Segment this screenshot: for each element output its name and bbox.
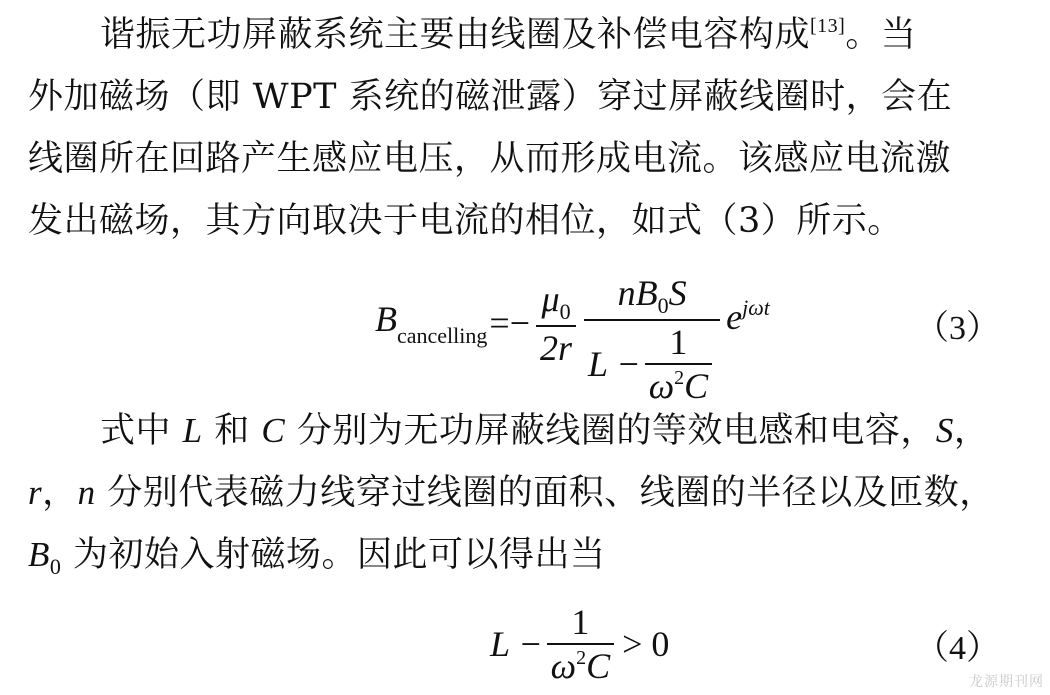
t: 分别为无功屏蔽线圈的等效电感和电容，	[285, 411, 936, 451]
paragraph-1-line-3: 线圈所在回路产生感应电压，从而形成电流。该感应电流激	[28, 139, 952, 179]
equation-number-3: （3）	[915, 310, 1000, 347]
L-minus: L −	[588, 343, 641, 384]
paragraph-2-line-2	[28, 462, 1018, 524]
omega: ω	[648, 365, 675, 406]
mu: μ	[541, 278, 560, 319]
t: ，	[42, 473, 78, 513]
one: 1	[669, 321, 688, 362]
t: 和	[202, 411, 262, 451]
text: 谐振无功屏蔽系统主要由线圈及补偿电容构成	[100, 15, 811, 55]
var-L: L	[182, 411, 203, 450]
var-C: C	[261, 411, 286, 450]
watermark: 龙源期刊网	[969, 674, 1044, 690]
jwt: jωt	[742, 294, 770, 320]
omega: ω	[550, 646, 577, 686]
e: e	[726, 296, 743, 337]
frac-denominator	[584, 321, 720, 407]
var-n: n	[77, 473, 96, 512]
text: 。当	[845, 15, 917, 55]
paragraph-2	[28, 400, 1018, 586]
paragraph-2-line-1	[28, 400, 1018, 462]
subscript-cancelling: cancelling	[397, 322, 488, 348]
S: S	[668, 272, 687, 313]
L-minus: L −	[490, 624, 543, 664]
fraction-1-over-omega2C	[547, 601, 614, 687]
greater-than-zero: > 0	[622, 624, 670, 664]
inner-fraction	[645, 321, 712, 407]
nB: nB	[617, 272, 658, 313]
t: 为初始入射磁场。因此可以得出当	[61, 535, 606, 575]
paragraph-1	[28, 4, 1018, 252]
equals-minus: =−	[489, 303, 531, 343]
frac-numerator	[614, 272, 691, 319]
eq3-lhs	[375, 298, 487, 349]
fraction-mu-over-2r	[536, 278, 576, 369]
equation-number-4: （4）	[915, 630, 1000, 667]
paragraph-1-line-1	[28, 4, 1018, 66]
frac-numerator	[537, 278, 574, 325]
paragraph-1-line-2: 外加磁场（即 WPT 系统的磁泄露）穿过屏蔽线圈时，会在	[28, 77, 953, 117]
C: C	[684, 365, 709, 406]
equation-4	[490, 598, 1015, 690]
paragraph-1-line-4: 发出磁场，其方向取决于电流的相位，如式（3）所示。	[28, 201, 903, 241]
citation[interactable]: [13]	[810, 15, 846, 37]
C: C	[586, 646, 611, 686]
symbol-B: B	[375, 298, 397, 339]
fraction-nB0S	[584, 272, 720, 407]
paragraph-2-line-3	[28, 524, 1018, 586]
equation-3	[375, 258, 1015, 406]
sub: 0	[657, 292, 669, 318]
exponential	[726, 295, 770, 338]
frac-denominator: 2r	[540, 327, 573, 368]
sub: 0	[49, 554, 62, 579]
t: 式中	[100, 411, 183, 451]
var-r: r	[28, 473, 43, 512]
t: ，	[953, 411, 990, 451]
sub: 0	[559, 298, 571, 324]
var-B: B	[28, 535, 50, 574]
exp: 2	[576, 647, 587, 669]
t: 分别代表磁力线穿过线圈的面积、线圈的半径以及匝数，	[95, 473, 995, 513]
omega2C	[547, 645, 614, 687]
one: 1	[571, 602, 590, 642]
var-S: S	[935, 411, 954, 450]
exp: 2	[674, 366, 685, 389]
